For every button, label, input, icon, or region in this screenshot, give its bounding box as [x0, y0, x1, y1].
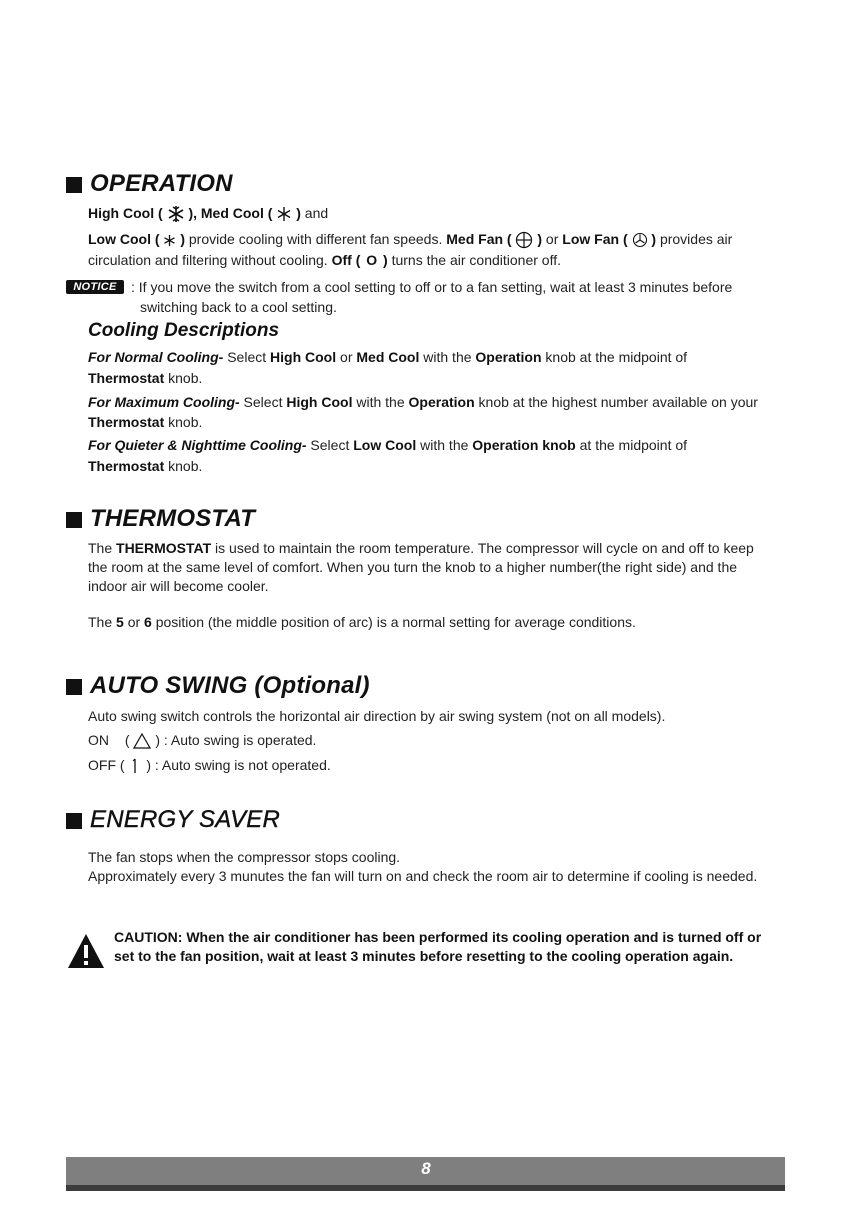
and-text: and: [300, 205, 329, 221]
med-cool-label: ), Med Cool (: [188, 205, 273, 221]
text: Select: [306, 437, 354, 453]
maximum-cooling-line-2: [88, 412, 202, 433]
text: Select: [223, 349, 271, 365]
paren-close: ): [383, 252, 388, 268]
off-label: Off (: [327, 252, 361, 268]
warning-triangle-icon: [66, 932, 106, 970]
notice-text-2: switching back to a cool setting.: [140, 299, 337, 315]
swing-off-line-icon: [128, 758, 142, 774]
text: knob.: [164, 414, 203, 430]
text: knob.: [164, 370, 203, 386]
provides-text: provides air: [656, 231, 733, 247]
normal-cooling-line-2: [88, 368, 202, 389]
text: knob.: [164, 458, 203, 474]
thermostat-line-3: indoor air will become cooler.: [88, 578, 269, 594]
caution-line-1: CAUTION: When the air conditioner has been performed its cooling operation and is turned off or: [114, 929, 762, 945]
auto-swing-desc: Auto swing switch controls the horizontal air direction by air swing system (not on all models).: [88, 708, 666, 724]
text: Select: [239, 394, 287, 410]
cooling-text: provide cooling with different fan speeds.: [185, 231, 443, 247]
notice-badge: NOTICE: [66, 280, 124, 294]
high-cool-ref: High Cool: [270, 349, 337, 365]
paren-close: ): [537, 231, 543, 247]
snowflake-small-icon: [163, 234, 176, 247]
thermostat-setting-line: [88, 612, 636, 633]
snowflake-large-icon: [167, 205, 185, 223]
med-fan-label: Med Fan (: [442, 231, 512, 247]
low-fan-label: Low Fan (: [562, 231, 628, 247]
auto-swing-on-line: [88, 730, 316, 751]
quieter-cooling-line-1: [88, 435, 687, 456]
quieter-cooling-lead: For Quieter & Nighttime Cooling-: [88, 437, 307, 453]
off-symbol: O: [366, 252, 378, 268]
paren-open: (: [124, 732, 130, 748]
quieter-cooling-line-2: [88, 456, 202, 477]
cooling-descriptions-title: Cooling Descriptions: [88, 320, 280, 341]
thermostat-ref: Thermostat: [88, 458, 165, 474]
paren-close: ): [296, 205, 301, 221]
page-number: 8: [421, 1159, 431, 1178]
text: with the: [419, 349, 476, 365]
turns-off-text: turns the air conditioner off.: [387, 252, 561, 268]
high-cool-ref: High Cool: [286, 394, 353, 410]
on-label: ON: [88, 732, 109, 748]
text: or: [123, 614, 145, 630]
thermostat-ref: Thermostat: [88, 414, 165, 430]
thermostat-title: THERMOSTAT: [90, 505, 256, 532]
operation-ref: Operation: [408, 394, 475, 410]
setting-6: 6: [144, 614, 152, 630]
section-bullet: [66, 177, 82, 193]
thermostat-ref: Thermostat: [88, 370, 165, 386]
maximum-cooling-lead: For Maximum Cooling-: [88, 394, 240, 410]
text: or: [336, 349, 357, 365]
operation-knob-ref: Operation knob: [472, 437, 576, 453]
section-bullet: [66, 813, 82, 829]
snowflake-medium-icon: [276, 206, 292, 222]
text: The: [88, 614, 117, 630]
energy-saver-title: ENERGY SAVER: [90, 806, 281, 833]
med-cool-ref: Med Cool: [356, 349, 420, 365]
low-cool-ref: Low Cool: [353, 437, 417, 453]
auto-swing-title: AUTO SWING (Optional): [90, 672, 370, 699]
circulation-text: circulation and filtering without cooling.: [88, 252, 328, 268]
auto-swing-off-line: [88, 755, 331, 776]
operation-line-1: [88, 203, 328, 224]
thermostat-line-1: [88, 538, 754, 559]
section-bullet: [66, 512, 82, 528]
thermostat-line-2: the room at the same level of comfort. When you turn the knob to a higher number(the right side) and the: [88, 559, 738, 575]
section-bullet: [66, 679, 82, 695]
normal-cooling-lead: For Normal Cooling-: [88, 349, 224, 365]
thermostat-ref: THERMOSTAT: [116, 540, 212, 556]
text: at the midpoint of: [575, 437, 688, 453]
or-text: or: [542, 231, 563, 247]
text: with the: [352, 394, 409, 410]
low-cool-label: Low Cool (: [88, 231, 160, 247]
fan-medium-icon: [515, 231, 533, 249]
operation-line-2: [88, 229, 732, 250]
text: with the: [416, 437, 473, 453]
energy-saver-line-1: The fan stops when the compressor stops cooling.: [88, 849, 401, 865]
text: position (the middle position of arc) is a normal setting for average conditions.: [151, 614, 636, 630]
operation-ref: Operation: [475, 349, 542, 365]
text: knob at the midpoint of: [541, 349, 688, 365]
off-label: OFF (: [88, 757, 125, 773]
paren-close: ): [180, 231, 185, 247]
text: The: [88, 540, 117, 556]
off-desc: ) : Auto swing is not operated.: [146, 757, 331, 773]
caution-line-2: set to the fan position, wait at least 3 minutes before resetting to the cooling operation again.: [114, 948, 734, 964]
fan-low-icon: [632, 232, 648, 248]
maximum-cooling-line-1: [88, 392, 758, 413]
operation-line-3: [88, 250, 561, 271]
text: is used to maintain the room temperature. The compressor will cycle on and off to keep: [211, 540, 754, 556]
high-cool-label: High Cool (: [88, 205, 163, 221]
text: knob at the highest number available on your: [474, 394, 758, 410]
setting-5: 5: [116, 614, 124, 630]
notice-text-1: : If you move the switch from a cool setting to off or to a fan setting, wait at least 3 minutes before: [131, 279, 733, 295]
footer-underline: [66, 1185, 785, 1191]
normal-cooling-line-1: [88, 347, 687, 368]
operation-title: OPERATION: [90, 170, 233, 197]
paren-close: ): [651, 231, 657, 247]
energy-saver-line-2: Approximately every 3 munutes the fan will turn on and check the room air to determine if cooling is needed.: [88, 868, 758, 884]
on-desc: ) : Auto swing is operated.: [155, 732, 317, 748]
swing-on-triangle-icon: [133, 733, 151, 749]
